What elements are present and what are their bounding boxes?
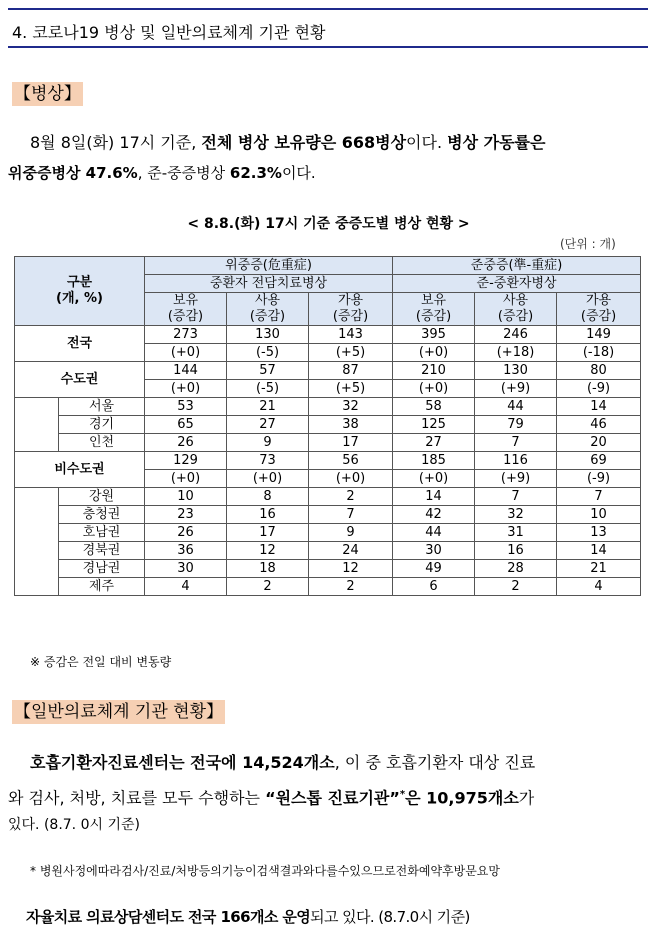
row-name: 호남권 (59, 524, 145, 542)
row-value: 210 (393, 362, 475, 380)
row-value: 2 (309, 578, 393, 596)
row-value: 57 (227, 362, 309, 380)
row-name: 경북권 (59, 542, 145, 560)
row-value: 21 (227, 398, 309, 416)
row-change: (+0) (145, 380, 227, 398)
row-value: 149 (557, 326, 641, 344)
row-name: 수도권 (15, 362, 145, 398)
row-value: 125 (393, 416, 475, 434)
row-value: 58 (393, 398, 475, 416)
general-line1 (30, 748, 535, 778)
row-value: 26 (145, 524, 227, 542)
header-col: 가용 (증감) (309, 293, 393, 326)
header-severe-sub: 중환자 전담치료병상 (145, 275, 393, 293)
row-value: 42 (393, 506, 475, 524)
row-change: (-9) (557, 380, 641, 398)
header-severe: 위중증(危重症) (145, 257, 393, 275)
header-col: 사용 (증감) (227, 293, 309, 326)
row-value: 12 (309, 560, 393, 578)
table-row (15, 398, 641, 416)
row-name: 전국 (15, 326, 145, 362)
row-value: 16 (227, 506, 309, 524)
row-value: 185 (393, 452, 475, 470)
row-value: 69 (557, 452, 641, 470)
header-col: 보유 (증감) (393, 293, 475, 326)
row-name: 경기 (59, 416, 145, 434)
row-value: 2 (227, 578, 309, 596)
header-category (15, 257, 145, 326)
row-value: 16 (475, 542, 557, 560)
table-row (15, 326, 641, 344)
row-value: 8 (227, 488, 309, 506)
row-value: 38 (309, 416, 393, 434)
row-change: (+0) (145, 470, 227, 488)
row-change: (+0) (393, 380, 475, 398)
header-col: 사용 (증감) (475, 293, 557, 326)
table-row (15, 416, 641, 434)
row-value: 4 (145, 578, 227, 596)
general-text-rest: , 이 중 호흡기환자 대상 진료 (334, 753, 536, 772)
row-value: 17 (227, 524, 309, 542)
row-change: (+0) (227, 470, 309, 488)
row-name: 인천 (59, 434, 145, 452)
row-name: 비수도권 (15, 452, 145, 488)
row-change: (+18) (475, 344, 557, 362)
general-text-ga: 가 (518, 788, 535, 808)
row-change: (-9) (557, 470, 641, 488)
general-text-selfcare-rest: 되고 있다. (8.7.0시 기준) (310, 908, 470, 926)
row-change: (-5) (227, 380, 309, 398)
table-row (15, 542, 641, 560)
table-row (15, 452, 641, 470)
row-change: (+0) (393, 470, 475, 488)
row-value: 18 (227, 560, 309, 578)
row-value: 87 (309, 362, 393, 380)
row-change: (-18) (557, 344, 641, 362)
row-change: (+0) (145, 344, 227, 362)
row-change: (+9) (475, 470, 557, 488)
table-footnote: ※ 증감은 전일 대비 변동량 (30, 655, 172, 669)
row-value: 79 (475, 416, 557, 434)
general-line2 (8, 780, 534, 813)
general-text-asterisk: * (399, 789, 406, 800)
row-value: 44 (393, 524, 475, 542)
row-value: 7 (557, 488, 641, 506)
row-value: 9 (309, 524, 393, 542)
table-title: < 8.8.(화) 17시 기준 중증도별 병상 현황 > (187, 216, 470, 232)
beds-table (14, 256, 641, 596)
row-value: 24 (309, 542, 393, 560)
row-value: 13 (557, 524, 641, 542)
row-value: 273 (145, 326, 227, 344)
row-value: 23 (145, 506, 227, 524)
beds-text-date: 8월 8일(화) 17시 기준, (30, 133, 202, 152)
row-value: 26 (145, 434, 227, 452)
beds-para-line2 (8, 158, 316, 188)
section-title: 4. 코로나19 병상 및 일반의료체계 기관 현황 (12, 23, 326, 42)
row-value: 144 (145, 362, 227, 380)
row-value: 28 (475, 560, 557, 578)
row-value: 17 (309, 434, 393, 452)
row-value: 56 (309, 452, 393, 470)
general-footnote: * 병원사정에따라검사/진료/처방등의기능이검색결과와다를수있으므로전화예약후방문요망 (30, 864, 500, 878)
header-semi: 준중증(準-重症) (393, 257, 641, 275)
row-value: 14 (557, 542, 641, 560)
row-change: (+0) (309, 470, 393, 488)
beds-text-iida: 이다. (406, 133, 448, 152)
row-value: 27 (393, 434, 475, 452)
beds-text-total: 전체 병상 보유량은 668병상 (201, 133, 407, 152)
row-value: 116 (475, 452, 557, 470)
row-value: 53 (145, 398, 227, 416)
row-change: (+0) (393, 344, 475, 362)
row-value: 130 (227, 326, 309, 344)
general-last-line (26, 902, 470, 932)
row-value: 20 (557, 434, 641, 452)
row-change: (+5) (309, 380, 393, 398)
row-value: 46 (557, 416, 641, 434)
row-value: 73 (227, 452, 309, 470)
general-text-selfcare: 자율치료 의료상담센터도 전국 166개소 운영 (26, 908, 311, 926)
row-value: 395 (393, 326, 475, 344)
table-row (15, 362, 641, 380)
beds-table-body (15, 326, 641, 596)
table-row (15, 506, 641, 524)
row-indent (15, 398, 59, 452)
row-indent (15, 488, 59, 596)
row-value: 143 (309, 326, 393, 344)
beds-text-end: 이다. (281, 164, 316, 182)
general-text-services: 와 검사, 처방, 치료를 모두 수행하는 (8, 788, 266, 808)
row-value: 6 (393, 578, 475, 596)
row-change: (+9) (475, 380, 557, 398)
row-change: (-5) (227, 344, 309, 362)
header-col: 보유 (증감) (145, 293, 227, 326)
row-value: 32 (475, 506, 557, 524)
row-value: 12 (227, 542, 309, 560)
row-name: 서울 (59, 398, 145, 416)
row-value: 65 (145, 416, 227, 434)
beds-para-line1 (30, 128, 545, 158)
beds-text-rate-label: 병상 가동률은 (447, 133, 546, 152)
row-value: 80 (557, 362, 641, 380)
row-name: 충청권 (59, 506, 145, 524)
table-row (15, 488, 641, 506)
row-value: 2 (309, 488, 393, 506)
beds-text-semi-label: , 준-중증병상 (137, 164, 230, 182)
row-value: 32 (309, 398, 393, 416)
row-value: 130 (475, 362, 557, 380)
row-value: 129 (145, 452, 227, 470)
row-value: 30 (393, 542, 475, 560)
row-change: (+5) (309, 344, 393, 362)
row-value: 14 (393, 488, 475, 506)
row-value: 49 (393, 560, 475, 578)
row-value: 31 (475, 524, 557, 542)
row-value: 10 (145, 488, 227, 506)
row-value: 27 (227, 416, 309, 434)
general-text-onestop: “원스톱 진료기관” (265, 788, 400, 808)
row-value: 44 (475, 398, 557, 416)
table-row (15, 434, 641, 452)
table-row (15, 578, 641, 596)
row-value: 246 (475, 326, 557, 344)
general-tag: 【일반의료체계 기관 현황】 (14, 702, 224, 722)
table-row (15, 524, 641, 542)
general-text-count: 은 10,975개소 (405, 788, 519, 808)
row-value: 36 (145, 542, 227, 560)
row-name: 경남권 (59, 560, 145, 578)
header-category-label: 구분 (66, 275, 93, 290)
beds-tag: 【병상】 (14, 84, 81, 104)
row-value: 30 (145, 560, 227, 578)
row-value: 7 (309, 506, 393, 524)
beds-text-severe-rate: 위중증병상 47.6% (8, 164, 138, 182)
title-rule-top (8, 8, 648, 10)
table-unit: (단위 : 개) (560, 237, 616, 251)
beds-text-semi-rate: 62.3% (229, 164, 282, 182)
row-name: 제주 (59, 578, 145, 596)
table-row (15, 560, 641, 578)
header-semi-sub: 준-중환자병상 (393, 275, 641, 293)
row-value: 14 (557, 398, 641, 416)
row-value: 2 (475, 578, 557, 596)
row-value: 9 (227, 434, 309, 452)
header-col: 가용 (증감) (557, 293, 641, 326)
general-line3: 있다. (8.7. 0시 기준) (8, 817, 140, 833)
general-text-centers: 호흡기환자진료센터는 전국에 14,524개소 (30, 753, 335, 772)
row-value: 7 (475, 488, 557, 506)
header-category-sub: (개, %) (56, 291, 103, 306)
row-value: 10 (557, 506, 641, 524)
row-name: 강원 (59, 488, 145, 506)
row-value: 21 (557, 560, 641, 578)
row-value: 7 (475, 434, 557, 452)
title-rule-bottom (8, 46, 648, 48)
row-value: 4 (557, 578, 641, 596)
